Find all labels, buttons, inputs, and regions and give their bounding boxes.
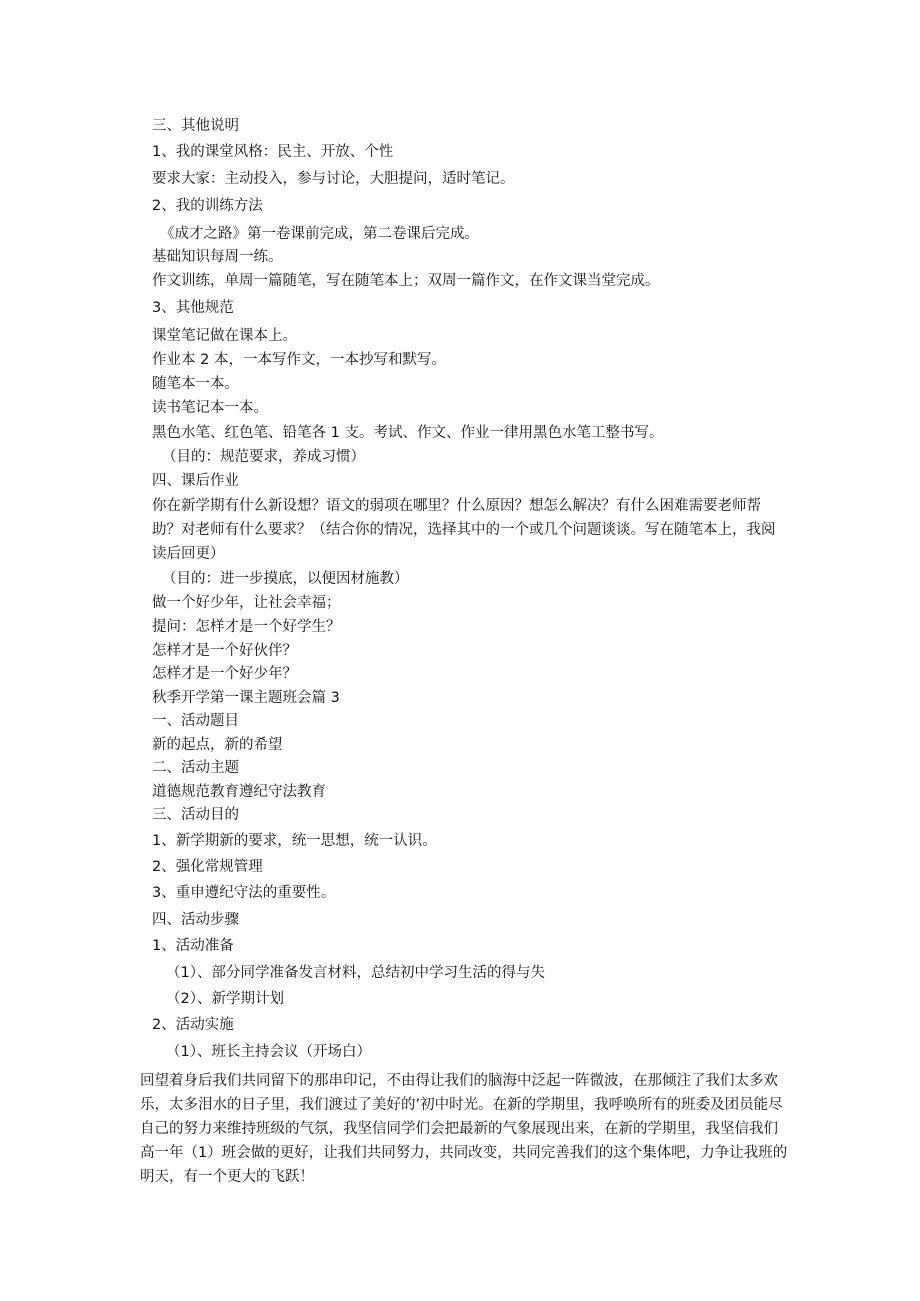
- text-line: 基础知识每周一练。: [152, 249, 283, 265]
- text-line: 《成才之路》第一卷课前完成，第二卷课后完成。: [160, 226, 479, 242]
- section-heading: 四、课后作业: [152, 473, 239, 489]
- text-line: 随笔本一本。: [152, 376, 239, 392]
- text-line: 作文训练，单周一篇随笔，写在随笔本上；双周一篇作文，在作文课当堂完成。: [152, 273, 660, 289]
- text-line: （目的：进一步摸底，以便因材施教）: [162, 571, 409, 587]
- list-item: 3、其他规范: [152, 300, 234, 316]
- text-line: 课堂笔记做在课本上。: [152, 328, 297, 344]
- text-line: 读书笔记本一本。: [152, 400, 268, 416]
- list-item: 1、新学期新的要求，统一思想，统一认识。: [152, 833, 437, 849]
- text-line: 新的起点，新的希望: [152, 737, 283, 753]
- list-item: （1）、部分同学准备发言材料，总结初中学习生活的得与失: [166, 965, 545, 981]
- text-line: 作业本 2 本，一本写作文，一本抄写和默写。: [152, 352, 446, 368]
- article-title: 秋季开学第一课主题班会篇 3: [152, 690, 340, 706]
- section-heading: 四、活动步骤: [152, 912, 239, 928]
- list-item: 2、我的训练方法: [152, 198, 263, 214]
- list-item: 3、重申遵纪守法的重要性。: [152, 885, 336, 901]
- list-item: 1、活动准备: [152, 938, 234, 954]
- text-line: 做一个好少年，让社会幸福；: [152, 595, 341, 611]
- list-item: 1、我的课堂风格：民主、开放、个性: [152, 144, 394, 160]
- text-line: 黑色水笔、红色笔、铅笔各 1 支。考试、作文、作业一律用黑色水笔工整书写。: [152, 425, 664, 441]
- section-heading: 一、活动题目: [152, 713, 239, 729]
- paragraph: 你在新学期有什么新设想？语文的弱项在哪里？什么原因？想怎么解决？有什么困难需要老师帮助？对老师有什么要求？（结合你的情况，选择其中的一个或几个问题谈谈。写在随笔本上，我阅读后回更）: [152, 498, 776, 562]
- section-heading: 二、活动主题: [152, 760, 239, 776]
- paragraph: 回望着身后我们共同留下的那串印记，不由得让我们的脑海中泛起一阵微波，在那倾注了我们太多欢乐，太多泪水的日子里，我们渡过了美好的’初中时光。在新的学期里，我呼唤所有的班委及团员能尽自己的努力来维持班级的气氛，我坚信同学们会把最新的气象展现出来，在新的学期里，我坚信我们高一年（1）班会做的更好，让我们共同努力，共同改变，共同完善我们的这个集体吧，力争让我班的明天，有一个更大的飞跃！: [140, 1073, 788, 1185]
- text-line: 怎样才是一个好伙伴？: [152, 643, 297, 659]
- text-line: 要求大家：主动投入，参与讨论，大胆提问，适时笔记。: [152, 171, 515, 187]
- text-line: 怎样才是一个好少年？: [152, 666, 297, 682]
- section-heading: 三、活动目的: [152, 807, 239, 823]
- section-heading: 三、其他说明: [152, 118, 239, 134]
- list-item: 2、强化常规管理: [152, 859, 263, 875]
- text-line: 提问：怎样才是一个好学生？: [152, 619, 341, 635]
- list-item: 2、活动实施: [152, 1017, 234, 1033]
- list-item: （2）、新学期计划: [166, 991, 284, 1007]
- text-line: （目的：规范要求，养成习惯）: [162, 449, 365, 465]
- list-item: （1）、班长主持会议（开场白）: [166, 1044, 371, 1060]
- text-line: 道德规范教育遵纪守法教育: [152, 784, 326, 800]
